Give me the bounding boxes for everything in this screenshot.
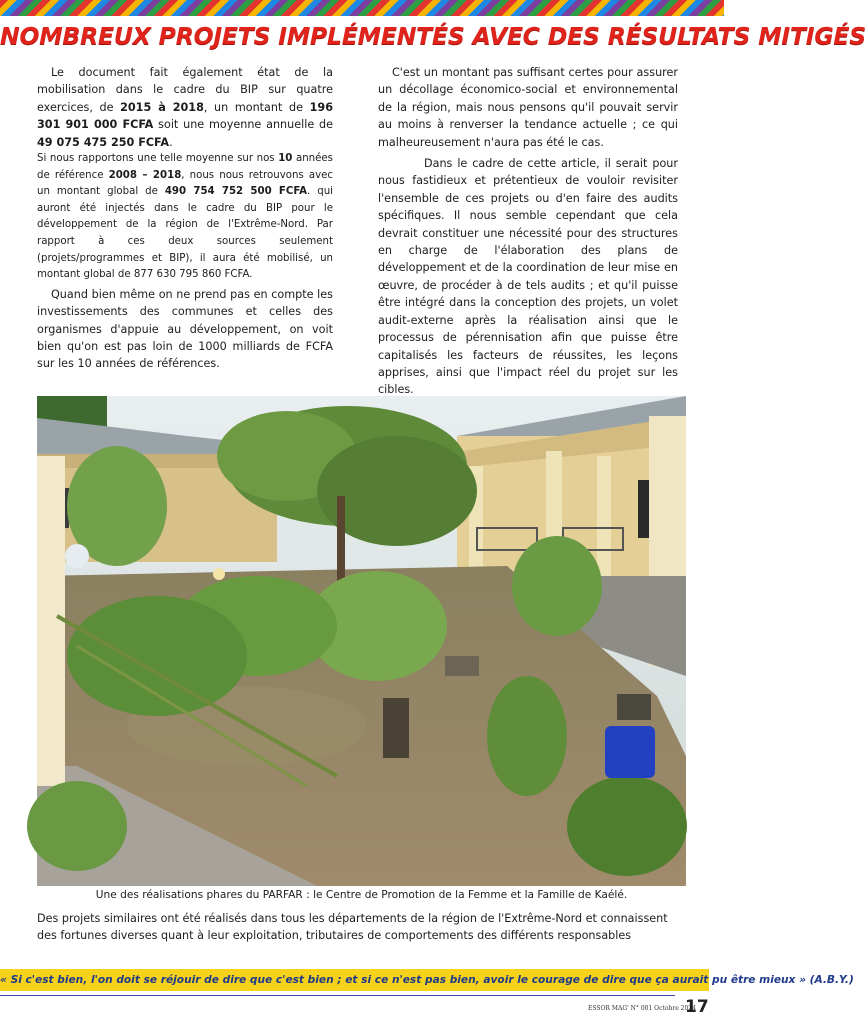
photo-caption: Une des réalisations phares du PARFAR : le Centre de Promotion de la Femme et la Famille de Kaélé. xyxy=(95,889,628,901)
courtyard-photo xyxy=(37,396,686,886)
bold-years: 2008 – 2018 xyxy=(108,169,182,181)
bold-count: 10 xyxy=(278,153,293,165)
text-run: Le document fait également état de la mobilisation dans le cadre du BIP sur quatre exercices, de xyxy=(37,66,333,114)
bold-amount: 196 301 901 000 FCFA xyxy=(37,100,333,132)
right-paragraph-1: C'est un montant pas suffisant certes pour assurer un décollage économico-social et environnemental de la région, mais nous pensons qu'il pouvait servir au moins à renverser la tendance actuelle ; ce qui malheureusement n'aura pas été le cas. xyxy=(378,66,678,149)
right-text-column xyxy=(378,64,678,399)
text-run: années de référence xyxy=(37,153,333,181)
text-run: , un montant de xyxy=(203,100,310,114)
bold-years: 2015 à 2018 xyxy=(120,100,204,114)
left-text-column xyxy=(37,64,333,373)
left-paragraph-2 xyxy=(37,151,333,284)
left-paragraph-3: Quand bien même on ne prend pas en compte les investissements des communes et celles des organismes d'appuie au développement, on voit bien qu'on est pas loin de 1000 milliards de FCFA sur les 10 années de références. xyxy=(37,287,333,371)
article-headline: NOMBREUX PROJETS IMPLÉMENTÉS AVEC DES RÉSULTATS MITIGÉS xyxy=(0,22,866,50)
closing-paragraph: Des projets similaires ont été réalisés dans tous les départements de la région de l'Extrême-Nord et connaissent des fortunes diverses quant à leur exploitation, tributaires de comportements des différents responsables xyxy=(37,912,668,942)
text-run: , nous nous retrouvons avec un montant global de xyxy=(37,169,333,198)
right-paragraph-2: Dans le cadre de cette article, il serait pour nous fastidieux et prétentieux de vouloir revisiter l'ensemble de ces projets ou d'en faire des audits spécifiques. Il nous semble cependant que cela devrait constituer une nécessité pour des structures en charge de l'élaboration des plans de développement et de la coordination de leur mise en œuvre, de procéder à de tels audits ; et qu'il puisse être intégré dans la conception des projets, un volet audit-externe après la réalisation ainsi que le processus de pérennisation afin que puisse être capitalisés les facteurs de réussites, les leçons apprises, ainsi que l'impact réel du projet sur les cibles. xyxy=(378,157,678,397)
left-paragraph-1 xyxy=(37,64,333,151)
decorative-top-border xyxy=(0,0,724,16)
bold-amount: 49 075 475 250 FCFA xyxy=(37,135,170,149)
text-run: . qui auront été injectés dans le cadre du BIP pour le développement de la région de l'Extrême-Nord. Par rapport à ces deux sources seulement (projets/programmes et BIP), il aura été mobilisé, un montant global de 877 630 795 860 FCFA. xyxy=(37,186,333,281)
text-run: soit une moyenne annuelle de xyxy=(153,118,333,132)
text-run: . xyxy=(169,135,173,149)
footer-rule xyxy=(0,995,675,996)
page-number: 17 xyxy=(685,997,709,1017)
courtyard-photo-illustration xyxy=(37,396,686,886)
magazine-issue-info: ESSOR MAG' N° 001 Octobre 2024 xyxy=(588,1005,696,1012)
bold-amount: 490 754 752 500 FCFA xyxy=(164,186,308,198)
quote-banner: « Si c'est bien, l'on doit se réjouir de dire que c'est bien ; et si ce n'est pas bien, avoir le courage de dire que ça aurait pu être mieux » (A.B.Y.) xyxy=(0,969,709,991)
text-run: Si nous rapportons une telle moyenne sur nos xyxy=(37,153,279,165)
